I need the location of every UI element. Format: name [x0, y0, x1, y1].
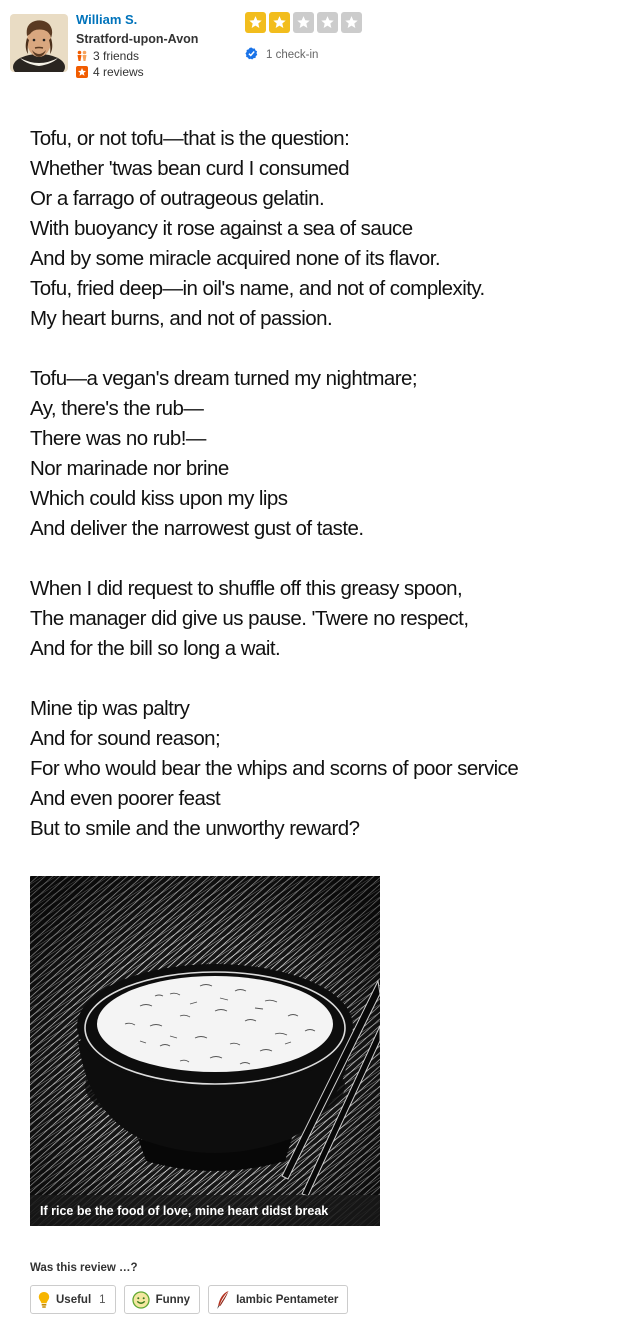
photo-caption	[30, 1195, 380, 1226]
rice-bowl-illustration	[30, 876, 380, 1226]
poem-line: There was no rub!—	[30, 427, 206, 450]
poem-line: For who would bear the whips and scorns of poor service	[30, 757, 519, 780]
iambic-pentameter-button[interactable]	[208, 1285, 348, 1314]
iambic-pentameter-label: Iambic Pentameter	[236, 1293, 339, 1306]
poem-stanza	[30, 694, 610, 844]
star-empty-icon	[341, 12, 362, 33]
check-badge-icon	[245, 47, 258, 63]
photo-caption-text: If rice be the food of love, mine heart didst break	[40, 1203, 329, 1218]
poem-line: And for sound reason;	[30, 727, 221, 750]
reviews-count	[76, 64, 198, 80]
funny-label: Funny	[155, 1293, 191, 1306]
poem-line: Nor marinade nor brine	[30, 457, 229, 480]
useful-button[interactable]	[30, 1285, 116, 1314]
feedback-title: Was this review …?	[30, 1262, 138, 1274]
vote-buttons	[30, 1285, 348, 1314]
star-filled-icon	[269, 12, 290, 33]
poem-line: Whether 'twas bean curd I consumed	[30, 157, 350, 180]
poem-stanza	[30, 574, 610, 664]
poem-line: My heart burns, and not of passion.	[30, 307, 333, 330]
star-rating	[245, 12, 362, 33]
checkin-count: 1 check-in	[266, 49, 319, 61]
poem-line: But to smile and the unworthy reward?	[30, 817, 360, 840]
reviewer-location: Stratford-upon-Avon	[76, 32, 199, 46]
quill-icon	[216, 1290, 230, 1310]
poem-line: With buoyancy it rose against a sea of sauce	[30, 217, 413, 240]
poem-line: Which could kiss upon my lips	[30, 487, 288, 510]
poem-line: Or a farrago of outrageous gelatin.	[30, 187, 325, 210]
smiley-icon	[132, 1291, 150, 1309]
review-photo[interactable]	[30, 876, 380, 1226]
poem-line: The manager did give us pause. 'Twere no respect,	[30, 607, 469, 630]
friends-count	[76, 48, 198, 64]
star-empty-icon	[317, 12, 338, 33]
star-empty-icon	[293, 12, 314, 33]
poem-stanza	[30, 364, 610, 544]
poem-line: And for the bill so long a wait.	[30, 637, 281, 660]
reviewer-avatar[interactable]	[10, 14, 68, 72]
poem-line: And by some miracle acquired none of its flavor.	[30, 247, 441, 270]
star-filled-icon	[245, 12, 266, 33]
lightbulb-icon	[38, 1291, 50, 1309]
reviewer-info	[76, 12, 198, 80]
poem-line: And even poorer feast	[30, 787, 221, 810]
poem-stanza	[30, 124, 610, 334]
poem-line: Ay, there's the rub—	[30, 397, 204, 420]
review-text	[30, 124, 610, 874]
poem-line: Tofu, fried deep—in oil's name, and not of complexity.	[30, 277, 485, 300]
review-feedback	[30, 1262, 348, 1314]
useful-count: 1	[99, 1293, 106, 1306]
poem-line: Mine tip was paltry	[30, 697, 190, 720]
poem-line: And deliver the narrowest gust of taste.	[30, 517, 364, 540]
useful-label: Useful	[56, 1293, 92, 1306]
funny-button[interactable]	[124, 1285, 201, 1314]
poem-line: Tofu—a vegan's dream turned my nightmare;	[30, 367, 418, 390]
friends-icon	[76, 50, 88, 62]
poem-line: Tofu, or not tofu—that is the question:	[30, 127, 350, 150]
friends-label: 3 friends	[93, 49, 140, 63]
reviewer-name[interactable]: William S.	[76, 12, 138, 27]
reviewer-header	[10, 12, 610, 82]
checkin-info	[245, 47, 318, 63]
reviews-label: 4 reviews	[93, 65, 144, 79]
review-star-icon	[76, 66, 88, 78]
poem-line: When I did request to shuffle off this greasy spoon,	[30, 577, 463, 600]
